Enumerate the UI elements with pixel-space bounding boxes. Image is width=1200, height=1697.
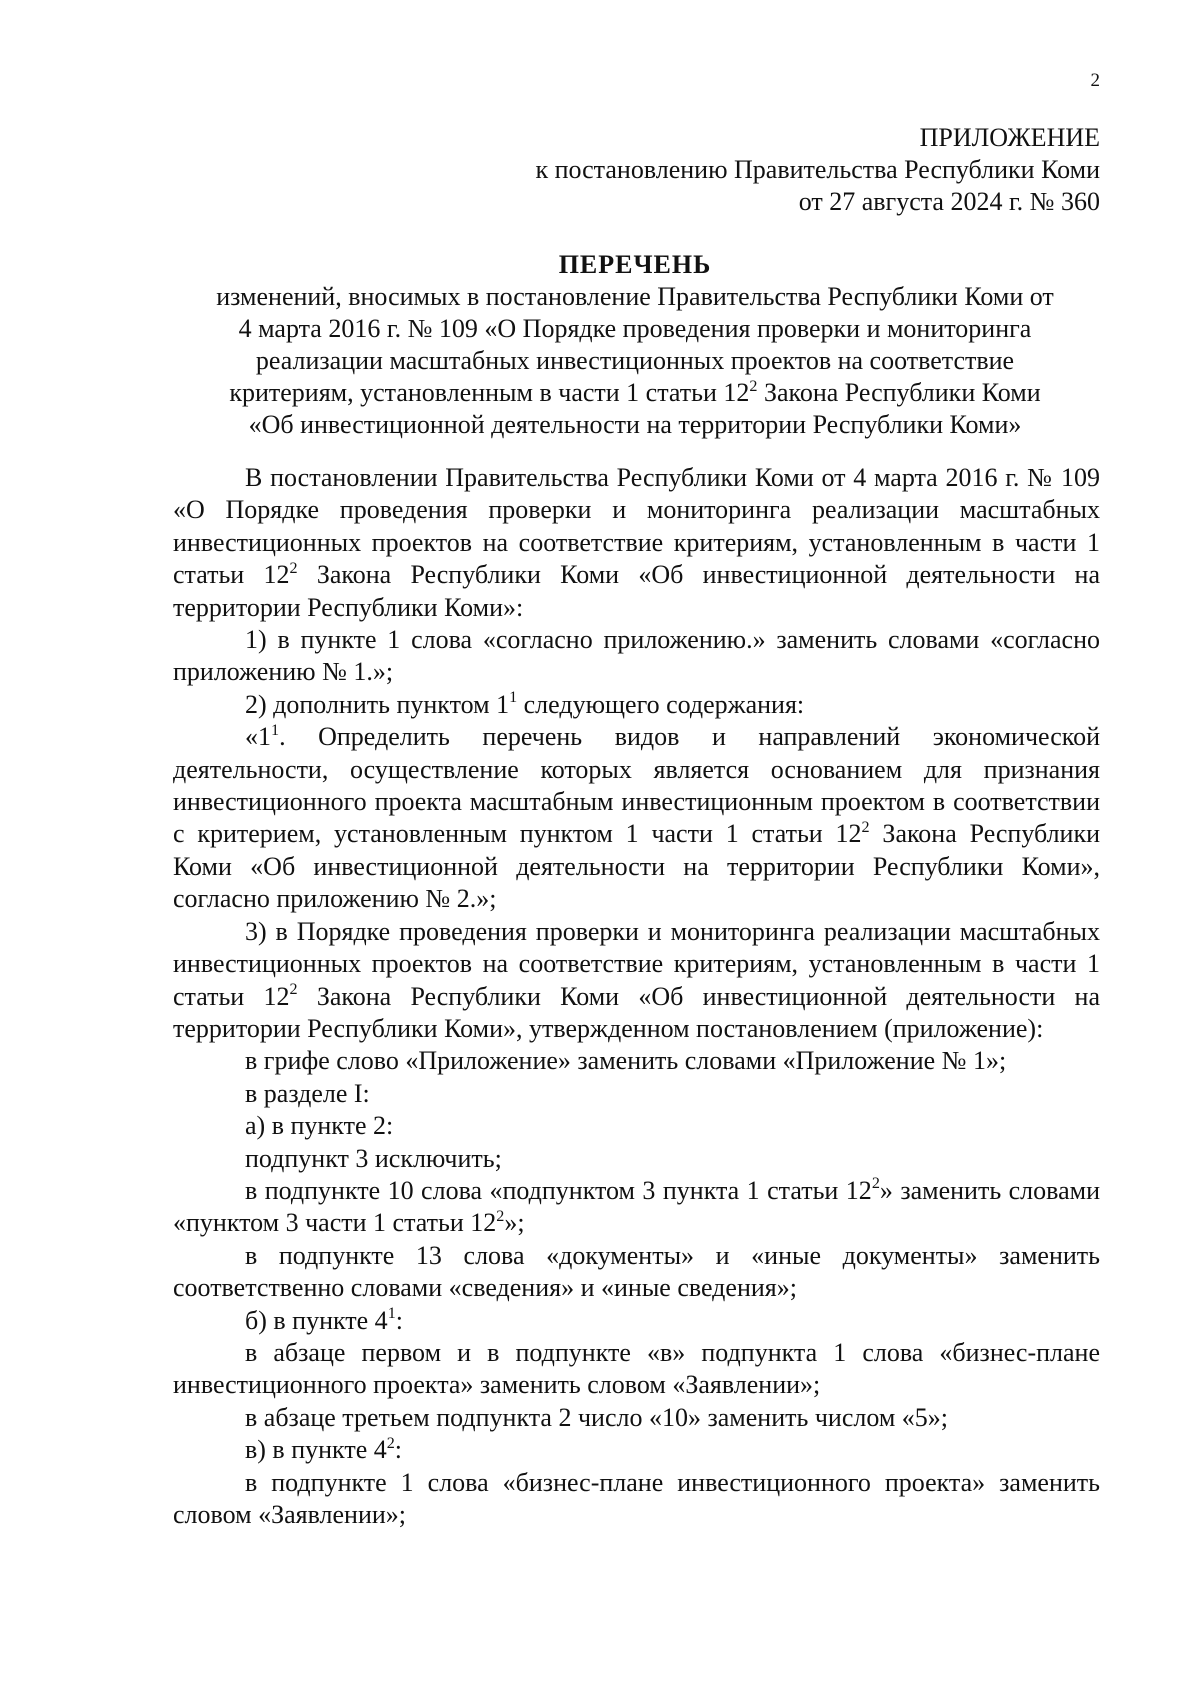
superscript: 2 (386, 1434, 395, 1452)
title-line-4 (170, 377, 1100, 409)
superscript: 2 (871, 1175, 880, 1193)
paragraph-text: следующего содержания: (517, 689, 805, 719)
paragraph-subpoint-3: подпункт 3 исключить; (245, 1143, 502, 1173)
title-main: ПЕРЕЧЕНЬ (558, 250, 712, 279)
page-number: 2 (1090, 70, 1100, 91)
title-line-4-text-end: Закона Республики Коми (757, 378, 1041, 407)
superscript: 2 (749, 377, 758, 395)
document-body (173, 462, 1100, 1531)
superscript: 1 (387, 1305, 396, 1323)
paragraph-item-2 (173, 689, 1100, 721)
paragraph-text: . Определить перечень видов и направлений экономической деятельности, осуществление которых является основанием для признания инвестиционного проекта масштабным инвестиционным проектом в соответствии с критерием, установленным пунктом 1 части 1 статьи 12 (173, 722, 1100, 849)
title-line-3: реализации масштабных инвестиционных проектов на соответствие (255, 346, 1015, 375)
superscript: 1 (509, 689, 518, 707)
paragraph-subpoint-1: в подпункте 1 слова «бизнес-плане инвестиционного проекта» заменить словом «Заявлении»; (173, 1467, 1100, 1529)
title-line-4-text: критериям, установленным в части 1 статьи 12 (229, 378, 750, 407)
superscript: 1 (271, 721, 280, 739)
superscript: 2 (861, 819, 870, 837)
paragraph-text: »; (504, 1208, 525, 1238)
paragraph-text: В постановлении Правительства Республики Коми от 4 марта 2016 г. № 109 «О Порядке проведения проверки и мониторинга реализации масштабных инвестиционных проектов на соответствие критериям, установленным в части 1 статьи 12 (173, 463, 1100, 590)
paragraph-first-abzac: в абзаце первом и в подпункте «в» подпункта 1 слова «бизнес-плане инвестиционного проекта» заменить словом «Заявлении»; (173, 1337, 1100, 1400)
approval-stamp (535, 122, 1100, 218)
paragraph-text: : (395, 1305, 403, 1335)
superscript: 2 (496, 1207, 505, 1225)
paragraph-text: 2) дополнить пунктом 1 (245, 689, 510, 719)
paragraph-item-1-1 (173, 721, 1100, 915)
approval-resolution: к постановлению Правительства Республики Коми (535, 155, 1100, 184)
paragraph-subpoint-10 (173, 1175, 1100, 1240)
title-line-1: изменений, вносимых в постановление Правительства Республики Коми от (216, 282, 1054, 311)
paragraph-text: «1 (245, 722, 271, 752)
paragraph-text: б) в пункте 4 (245, 1305, 388, 1335)
paragraph-text: в подпункте 10 слова «подпунктом 3 пункта 1 статьи 12 (245, 1175, 872, 1205)
paragraph-intro (173, 462, 1100, 624)
superscript: 2 (289, 559, 298, 577)
paragraph-text: в) в пункте 4 (245, 1435, 387, 1465)
paragraph-text: Закона Республики Коми «Об инвестиционной деятельности на территории Республики Коми»: (173, 560, 1100, 622)
paragraph-third-abzac: в абзаце третьем подпункта 2 число «10» заменить числом «5»; (245, 1402, 949, 1432)
paragraph-subitem-v (173, 1434, 1100, 1466)
title-subtitle (170, 281, 1100, 441)
paragraph-subitem-b (173, 1305, 1100, 1337)
paragraph-grif: в грифе слово «Приложение» заменить словами «Приложение № 1»; (245, 1046, 1007, 1076)
paragraph-text: » заменить словами «пунктом 3 части 1 статьи 12 (173, 1175, 1100, 1238)
paragraph-section-1: в разделе I: (245, 1078, 370, 1108)
paragraph-subitem-a: а) в пункте 2: (245, 1111, 394, 1141)
paragraph-text: Закона Республики Коми «Об инвестиционной деятельности на территории Республики Коми», согласно приложению № 2.»; (173, 819, 1101, 914)
superscript: 2 (289, 981, 298, 999)
title-line-5: «Об инвестиционной деятельности на территории Республики Коми» (248, 410, 1022, 439)
paragraph-item-1: 1) в пункте 1 слова «согласно приложению.» заменить словами «согласно приложению № 1.»; (173, 625, 1100, 687)
paragraph-item-3 (173, 916, 1100, 1046)
document-title (170, 248, 1100, 441)
paragraph-subpoint-13: в подпункте 13 слова «документы» и «иные документы» заменить соответственно словами «сведения» и «иные сведения»; (173, 1240, 1100, 1303)
paragraph-text: 3) в Порядке проведения проверки и мониторинга реализации масштабных инвестиционных проектов на соответствие критериям, установленным в части 1 статьи 12 (173, 916, 1100, 1011)
title-line-2: 4 марта 2016 г. № 109 «О Порядке проведения проверки и мониторинга (238, 314, 1032, 343)
approval-heading: ПРИЛОЖЕНИЕ (919, 123, 1100, 152)
paragraph-text: Закона Республики Коми «Об инвестиционной деятельности на территории Республики Коми», утвержденном постановлением (приложение): (173, 981, 1100, 1043)
paragraph-text: : (394, 1435, 403, 1465)
approval-date-number: от 27 августа 2024 г. № 360 (798, 187, 1100, 216)
